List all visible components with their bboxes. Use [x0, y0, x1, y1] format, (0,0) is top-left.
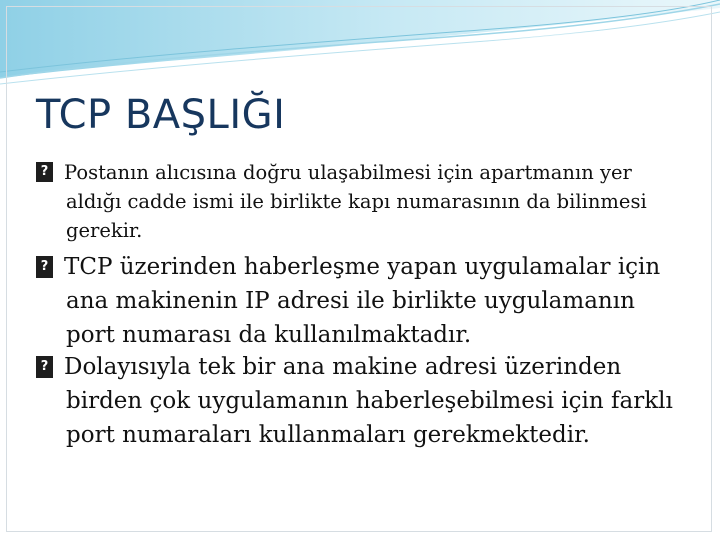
bullet-3 [36, 350, 691, 452]
bullet-glyph-icon: ? [36, 356, 53, 378]
bullet-2-text: TCP üzerinden haberleşme yapan uygulamalar için ana makinenin IP adresi ile birlikte uygulamanın port numarası da kullanılmaktadır. [64, 254, 661, 348]
slide-title: TCP BAŞLIĞI [36, 92, 286, 138]
bullet-1 [36, 158, 691, 245]
bullet-glyph-icon: ? [36, 162, 53, 182]
bullet-3-text: Dolayısıyla tek bir ana makine adresi üzerinden birden çok uygulamanın haberleşebilmesi için farklı port numaraları kullanmaları gerekmektedir. [64, 354, 673, 448]
bullet-glyph-icon: ? [36, 256, 53, 278]
bullet-2 [36, 250, 691, 352]
bullet-1-text: Postanın alıcısına doğru ulaşabilmesi için apartmanın yer aldığı cadde ismi ile birlikte kapı numarasının da bilinmesi gerekir. [64, 161, 647, 242]
